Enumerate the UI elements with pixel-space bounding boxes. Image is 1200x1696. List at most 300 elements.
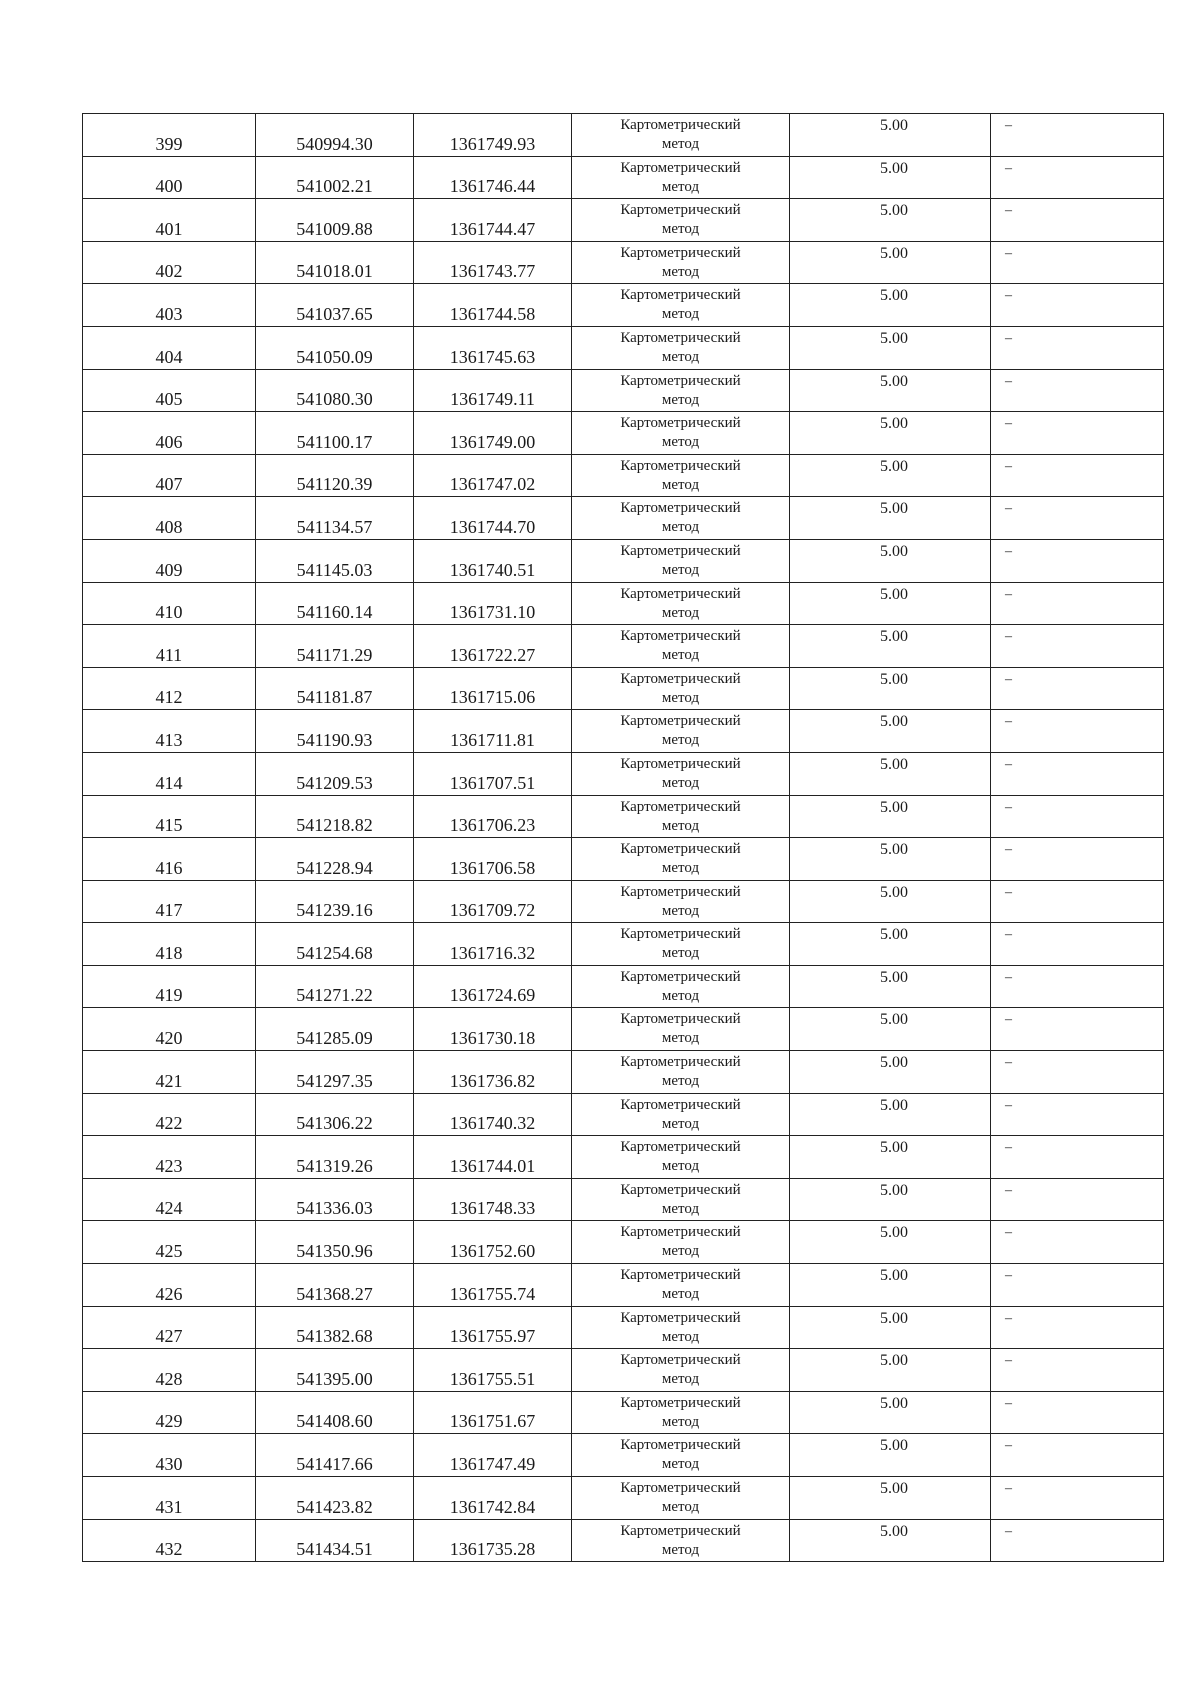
note-value: –	[1005, 330, 1012, 346]
method-cell	[572, 1178, 790, 1221]
method-line-1: Картометрический	[620, 329, 741, 346]
x-coordinate: 541080.30	[296, 389, 373, 410]
note-cell	[991, 412, 1164, 455]
accuracy-cell	[790, 1008, 991, 1051]
y-coordinate-cell	[414, 1519, 572, 1562]
method-line-2: метод	[661, 178, 700, 195]
x-coordinate-cell	[256, 1051, 414, 1094]
y-coordinate-cell	[414, 1349, 572, 1392]
y-coordinate-cell	[414, 1477, 572, 1520]
y-coordinate: 1361706.23	[449, 815, 536, 836]
point-number-cell	[83, 1264, 256, 1307]
x-coordinate-cell	[256, 114, 414, 157]
method-text	[572, 1138, 789, 1176]
note-value: –	[1005, 927, 1012, 943]
y-coordinate-cell	[414, 199, 572, 242]
method-cell	[572, 241, 790, 284]
point-number: 418	[155, 942, 183, 963]
table-row	[83, 880, 1164, 923]
y-coordinate-cell	[414, 1221, 572, 1264]
y-coordinate: 1361730.18	[449, 1028, 536, 1049]
point-number: 431	[155, 1496, 183, 1517]
method-line-2: метод	[661, 1456, 700, 1473]
point-number-cell	[83, 199, 256, 242]
method-cell	[572, 625, 790, 668]
method-line-2: метод	[661, 1115, 700, 1132]
y-coordinate: 1361746.44	[449, 176, 536, 197]
accuracy-value: 5.00	[880, 415, 908, 433]
y-coordinate-cell	[414, 1434, 572, 1477]
table-body	[83, 114, 1164, 1562]
method-cell	[572, 1434, 790, 1477]
note-cell	[991, 539, 1164, 582]
accuracy-cell	[790, 1434, 991, 1477]
accuracy-value: 5.00	[880, 1096, 908, 1114]
point-number: 402	[155, 261, 183, 282]
y-coordinate-cell	[414, 241, 572, 284]
accuracy-value: 5.00	[880, 1480, 908, 1497]
method-line-1: Картометрический	[620, 1352, 741, 1369]
method-cell	[572, 582, 790, 625]
method-cell	[572, 1221, 790, 1264]
y-coordinate: 1361744.70	[449, 516, 536, 537]
y-coordinate-cell	[414, 965, 572, 1008]
x-coordinate-cell	[256, 582, 414, 625]
point-number: 419	[155, 985, 183, 1006]
y-coordinate-cell	[414, 497, 572, 540]
accuracy-cell	[790, 241, 991, 284]
x-coordinate: 541018.01	[296, 261, 373, 282]
x-coordinate-cell	[256, 539, 414, 582]
y-coordinate: 1361751.67	[449, 1411, 536, 1432]
accuracy-value: 5.00	[880, 1224, 908, 1242]
table-row	[83, 1306, 1164, 1349]
note-value: –	[1005, 586, 1012, 602]
note-value: –	[1005, 373, 1012, 389]
note-value: –	[1005, 1310, 1012, 1326]
table-row	[83, 539, 1164, 582]
method-text	[572, 1479, 789, 1517]
note-cell	[991, 1178, 1164, 1221]
point-number-cell	[83, 1093, 256, 1136]
accuracy-value: 5.00	[880, 329, 908, 347]
accuracy-cell	[790, 710, 991, 753]
table-row	[83, 1136, 1164, 1179]
table-row	[83, 667, 1164, 710]
y-coordinate: 1361706.58	[449, 857, 536, 878]
point-number: 422	[155, 1113, 183, 1134]
x-coordinate: 541181.87	[296, 687, 373, 708]
table-row	[83, 326, 1164, 369]
point-number-cell	[83, 1008, 256, 1051]
method-line-1: Картометрический	[620, 926, 741, 943]
point-number: 400	[155, 176, 183, 197]
method-cell	[572, 1008, 790, 1051]
method-cell	[572, 1264, 790, 1307]
x-coordinate: 541382.68	[296, 1326, 373, 1347]
accuracy-value: 5.00	[880, 457, 908, 475]
x-coordinate: 541171.29	[296, 644, 373, 665]
method-line-2: метод	[661, 1030, 700, 1047]
point-number: 399	[155, 133, 183, 154]
note-cell	[991, 497, 1164, 540]
y-coordinate-cell	[414, 923, 572, 966]
method-line-2: метод	[661, 817, 700, 834]
accuracy-cell	[790, 1093, 991, 1136]
y-coordinate-cell	[414, 1306, 572, 1349]
method-line-2: метод	[661, 1286, 700, 1303]
method-line-1: Картометрический	[620, 968, 741, 985]
note-value: –	[1005, 1395, 1012, 1411]
method-cell	[572, 114, 790, 157]
method-line-1: Картометрический	[620, 159, 741, 176]
method-line-2: метод	[661, 604, 700, 621]
point-number-cell	[83, 1477, 256, 1520]
table-row	[83, 582, 1164, 625]
accuracy-cell	[790, 1477, 991, 1520]
method-cell	[572, 454, 790, 497]
method-line-2: метод	[661, 519, 700, 536]
method-cell	[572, 326, 790, 369]
accuracy-cell	[790, 1306, 991, 1349]
method-line-2: метод	[661, 1200, 700, 1217]
accuracy-value: 5.00	[880, 1054, 908, 1072]
y-coordinate-cell	[414, 326, 572, 369]
x-coordinate: 541037.65	[296, 303, 373, 324]
point-number: 423	[155, 1155, 183, 1176]
y-coordinate-cell	[414, 838, 572, 881]
point-number-cell	[83, 1349, 256, 1392]
method-line-2: метод	[661, 1158, 700, 1175]
method-text	[572, 1010, 789, 1048]
method-line-1: Картометрический	[620, 1522, 741, 1539]
method-text	[572, 116, 789, 154]
table-row	[83, 1178, 1164, 1221]
point-number: 430	[155, 1454, 183, 1474]
x-coordinate-cell	[256, 1391, 414, 1434]
accuracy-value: 5.00	[880, 117, 908, 134]
y-coordinate: 1361707.51	[449, 772, 536, 793]
note-value: –	[1005, 799, 1012, 815]
point-number: 411	[155, 644, 183, 665]
method-cell	[572, 199, 790, 242]
table-row	[83, 1264, 1164, 1307]
point-number: 408	[155, 516, 183, 537]
point-number: 417	[155, 900, 183, 921]
y-coordinate: 1361752.60	[449, 1241, 536, 1262]
method-cell	[572, 284, 790, 327]
note-cell	[991, 241, 1164, 284]
note-cell	[991, 965, 1164, 1008]
x-coordinate: 541145.03	[296, 559, 373, 580]
x-coordinate-cell	[256, 710, 414, 753]
x-coordinate: 541050.09	[296, 346, 373, 367]
method-cell	[572, 156, 790, 199]
method-line-1: Картометрический	[620, 755, 741, 772]
method-line-1: Картометрический	[620, 1437, 741, 1454]
method-text	[572, 712, 789, 750]
method-line-1: Картометрический	[620, 415, 741, 432]
x-coordinate-cell	[256, 625, 414, 668]
method-text	[572, 1522, 789, 1560]
method-line-2: метод	[661, 1541, 700, 1558]
method-line-1: Картометрический	[620, 585, 741, 602]
note-value: –	[1005, 203, 1012, 219]
y-coordinate: 1361735.28	[449, 1539, 536, 1560]
y-coordinate-cell	[414, 1051, 572, 1094]
method-line-1: Картометрический	[620, 1480, 741, 1496]
note-cell	[991, 284, 1164, 327]
point-number: 416	[155, 857, 183, 878]
accuracy-value: 5.00	[880, 500, 908, 518]
point-number-cell	[83, 1051, 256, 1094]
point-number-cell	[83, 284, 256, 327]
accuracy-cell	[790, 795, 991, 838]
method-line-2: метод	[661, 306, 700, 323]
accuracy-cell	[790, 582, 991, 625]
method-cell	[572, 667, 790, 710]
accuracy-cell	[790, 752, 991, 795]
method-line-1: Картометрический	[620, 117, 741, 133]
accuracy-cell	[790, 497, 991, 540]
table-row	[83, 710, 1164, 753]
x-coordinate-cell	[256, 199, 414, 242]
accuracy-cell	[790, 369, 991, 412]
point-number: 424	[155, 1198, 183, 1219]
accuracy-value: 5.00	[880, 202, 908, 220]
accuracy-value: 5.00	[880, 1267, 908, 1285]
method-text	[572, 798, 789, 836]
x-coordinate: 540994.30	[296, 133, 373, 154]
accuracy-value: 5.00	[880, 798, 908, 816]
point-number: 401	[155, 218, 183, 239]
x-coordinate: 541134.57	[296, 516, 373, 537]
method-text	[572, 1181, 789, 1219]
accuracy-cell	[790, 965, 991, 1008]
method-cell	[572, 1093, 790, 1136]
x-coordinate-cell	[256, 1519, 414, 1562]
x-coordinate-cell	[256, 369, 414, 412]
y-coordinate-cell	[414, 710, 572, 753]
method-text	[572, 1351, 789, 1389]
method-line-1: Картометрический	[620, 670, 741, 687]
point-number: 406	[155, 431, 183, 452]
note-cell	[991, 1477, 1164, 1520]
x-coordinate: 541306.22	[296, 1113, 373, 1134]
note-cell	[991, 1306, 1164, 1349]
note-value: –	[1005, 671, 1012, 687]
accuracy-cell	[790, 114, 991, 157]
accuracy-value: 5.00	[880, 841, 908, 859]
method-line-2: метод	[661, 689, 700, 706]
y-coordinate-cell	[414, 1178, 572, 1221]
method-line-1: Картометрический	[620, 798, 741, 815]
method-line-1: Картометрический	[620, 713, 741, 730]
y-coordinate-cell	[414, 795, 572, 838]
note-cell	[991, 923, 1164, 966]
method-line-2: метод	[661, 1499, 700, 1515]
y-coordinate: 1361740.32	[449, 1113, 536, 1134]
accuracy-value: 5.00	[880, 585, 908, 603]
accuracy-cell	[790, 1178, 991, 1221]
point-number-cell	[83, 752, 256, 795]
table-row	[83, 625, 1164, 668]
method-line-2: метод	[661, 1328, 700, 1345]
method-text	[572, 499, 789, 537]
y-coordinate: 1361749.00	[449, 431, 536, 452]
note-value: –	[1005, 969, 1012, 985]
point-number: 425	[155, 1241, 183, 1262]
y-coordinate-cell	[414, 1093, 572, 1136]
y-coordinate: 1361736.82	[449, 1070, 536, 1091]
note-value: –	[1005, 1353, 1012, 1369]
note-value: –	[1005, 842, 1012, 858]
y-coordinate: 1361740.51	[449, 559, 536, 580]
x-coordinate-cell	[256, 1434, 414, 1477]
accuracy-cell	[790, 1051, 991, 1094]
x-coordinate: 541239.16	[296, 900, 373, 921]
point-number-cell	[83, 1391, 256, 1434]
point-number-cell	[83, 923, 256, 966]
method-text	[572, 585, 789, 623]
y-coordinate: 1361747.49	[449, 1454, 536, 1474]
x-coordinate: 541434.51	[296, 1539, 373, 1560]
table-row	[83, 454, 1164, 497]
note-value: –	[1005, 118, 1012, 133]
x-coordinate: 541190.93	[296, 729, 373, 750]
y-coordinate: 1361744.47	[449, 218, 536, 239]
accuracy-value: 5.00	[880, 670, 908, 688]
x-coordinate: 541297.35	[296, 1070, 373, 1091]
note-cell	[991, 1264, 1164, 1307]
method-cell	[572, 1051, 790, 1094]
x-coordinate-cell	[256, 1349, 414, 1392]
note-value: –	[1005, 1523, 1012, 1539]
accuracy-value: 5.00	[880, 926, 908, 944]
y-coordinate: 1361748.33	[449, 1198, 536, 1219]
note-value: –	[1005, 714, 1012, 730]
accuracy-value: 5.00	[880, 968, 908, 986]
table-row	[83, 1477, 1164, 1520]
method-line-1: Картометрический	[620, 500, 741, 517]
y-coordinate: 1361722.27	[449, 644, 536, 665]
point-number-cell	[83, 795, 256, 838]
note-value: –	[1005, 884, 1012, 900]
note-cell	[991, 369, 1164, 412]
y-coordinate: 1361744.01	[449, 1155, 536, 1176]
note-value: –	[1005, 416, 1012, 432]
y-coordinate: 1361755.74	[449, 1283, 536, 1304]
accuracy-value: 5.00	[880, 1437, 908, 1455]
method-text	[572, 1096, 789, 1134]
note-value: –	[1005, 543, 1012, 559]
table-row	[83, 199, 1164, 242]
table-row	[83, 369, 1164, 412]
note-value: –	[1005, 1225, 1012, 1241]
method-line-1: Картометрический	[620, 841, 741, 858]
table-row	[83, 1221, 1164, 1264]
x-coordinate-cell	[256, 880, 414, 923]
method-text	[572, 159, 789, 197]
method-line-2: метод	[661, 1371, 700, 1388]
method-cell	[572, 1519, 790, 1562]
accuracy-value: 5.00	[880, 372, 908, 390]
x-coordinate: 541160.14	[296, 602, 373, 623]
point-number: 427	[155, 1326, 183, 1347]
method-text	[572, 840, 789, 878]
point-number-cell	[83, 497, 256, 540]
accuracy-value: 5.00	[880, 1011, 908, 1029]
table-row	[83, 923, 1164, 966]
point-number: 407	[155, 474, 183, 495]
accuracy-value: 5.00	[880, 883, 908, 901]
point-number: 404	[155, 346, 183, 367]
table-row	[83, 284, 1164, 327]
y-coordinate-cell	[414, 1391, 572, 1434]
accuracy-value: 5.00	[880, 713, 908, 731]
x-coordinate-cell	[256, 1008, 414, 1051]
method-cell	[572, 1391, 790, 1434]
accuracy-value: 5.00	[880, 1309, 908, 1327]
method-text	[572, 670, 789, 708]
accuracy-cell	[790, 1136, 991, 1179]
accuracy-value: 5.00	[880, 542, 908, 560]
x-coordinate-cell	[256, 923, 414, 966]
table-row	[83, 965, 1164, 1008]
y-coordinate: 1361744.58	[449, 303, 536, 324]
x-coordinate: 541100.17	[296, 431, 373, 452]
y-coordinate: 1361747.02	[449, 474, 536, 495]
method-line-1: Картометрический	[620, 287, 741, 304]
method-text	[572, 244, 789, 282]
x-coordinate: 541336.03	[296, 1198, 373, 1219]
x-coordinate: 541254.68	[296, 942, 373, 963]
x-coordinate-cell	[256, 412, 414, 455]
method-text	[572, 372, 789, 410]
x-coordinate-cell	[256, 284, 414, 327]
method-line-2: метод	[661, 945, 700, 962]
accuracy-value: 5.00	[880, 1522, 908, 1540]
table-row	[83, 114, 1164, 157]
x-coordinate-cell	[256, 497, 414, 540]
point-number-cell	[83, 625, 256, 668]
y-coordinate: 1361724.69	[449, 985, 536, 1006]
y-coordinate: 1361742.84	[449, 1496, 536, 1517]
x-coordinate: 541408.60	[296, 1411, 373, 1432]
method-text	[572, 542, 789, 580]
y-coordinate-cell	[414, 539, 572, 582]
note-value: –	[1005, 1268, 1012, 1284]
accuracy-cell	[790, 880, 991, 923]
table-row	[83, 795, 1164, 838]
point-number: 405	[155, 389, 183, 410]
method-text	[572, 414, 789, 452]
accuracy-value: 5.00	[880, 1181, 908, 1199]
y-coordinate: 1361743.77	[449, 261, 536, 282]
y-coordinate-cell	[414, 114, 572, 157]
method-text	[572, 925, 789, 963]
y-coordinate: 1361731.10	[449, 602, 536, 623]
x-coordinate-cell	[256, 1221, 414, 1264]
point-number: 403	[155, 303, 183, 324]
note-cell	[991, 1349, 1164, 1392]
x-coordinate-cell	[256, 326, 414, 369]
y-coordinate-cell	[414, 412, 572, 455]
accuracy-cell	[790, 1391, 991, 1434]
x-coordinate-cell	[256, 454, 414, 497]
x-coordinate: 541002.21	[296, 176, 373, 197]
note-value: –	[1005, 756, 1012, 772]
